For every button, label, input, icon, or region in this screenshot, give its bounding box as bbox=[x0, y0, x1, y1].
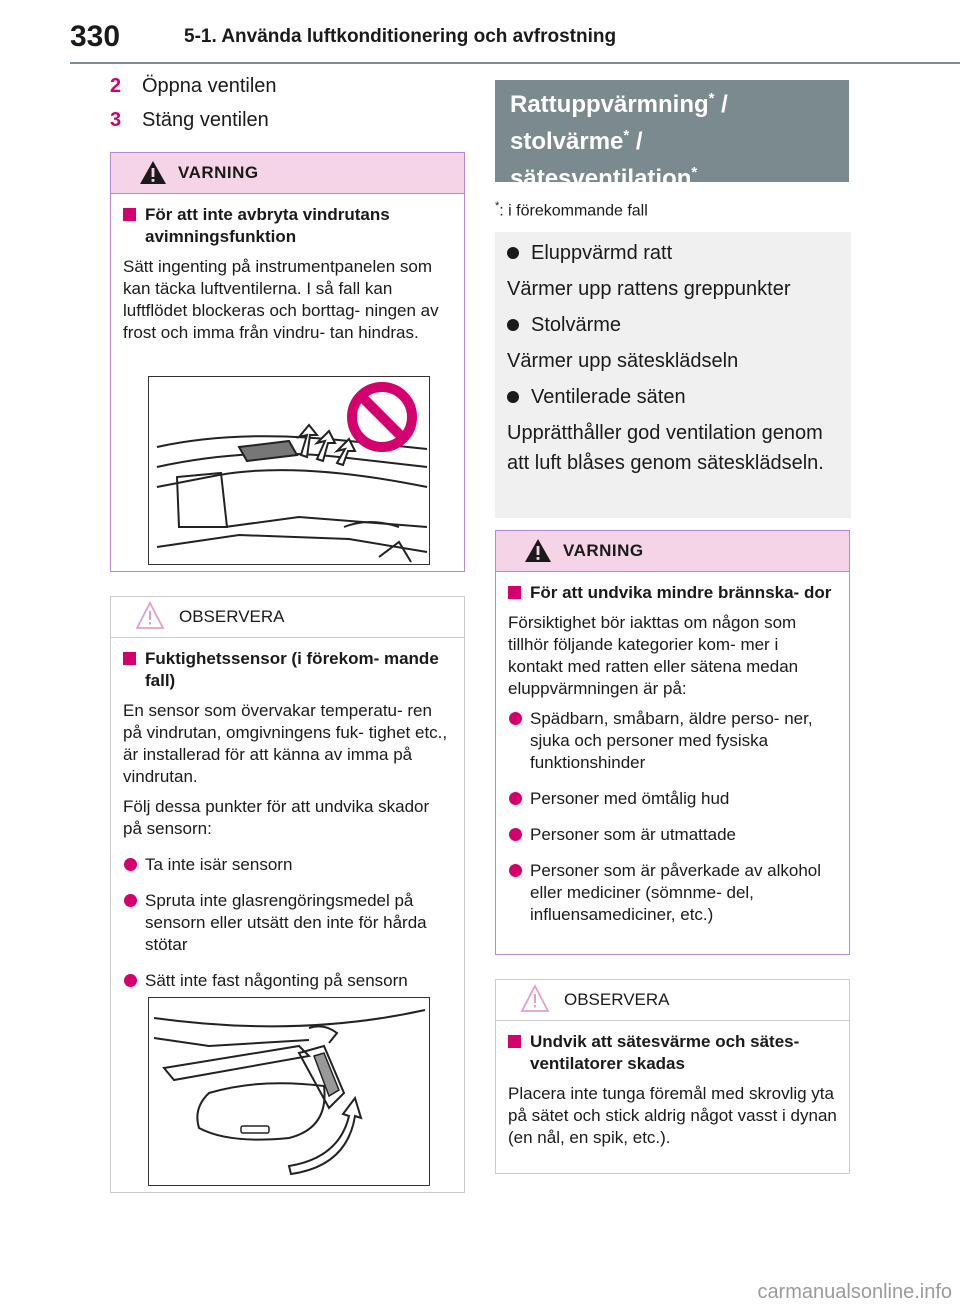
page-number: 330 bbox=[70, 20, 121, 53]
title-separator: / bbox=[714, 91, 728, 118]
notice-text: En sensor som övervakar temperatu- ren på vindrutan, omgivningens fuk- tighet etc., är installerad för att känna av imma på vindrutan. bbox=[123, 701, 448, 786]
footnote-marker: * bbox=[708, 90, 715, 107]
step-text: Stäng ventilen bbox=[142, 109, 269, 131]
warning-text: Försiktighet bör iakttas om någon som tillhör följande kategorier kom- mer i kontakt med ratten eller sätena medan eluppvärmningen är på: bbox=[508, 613, 799, 698]
dashboard-vent-illustration bbox=[148, 376, 430, 565]
feature-item-description: Upprätthåller god ventilation genom att luft blåses genom sätesklädseln. bbox=[507, 422, 824, 474]
list-item: Spädbarn, småbarn, äldre perso- ner, sjuka och personer med fysiska funktionshinder bbox=[508, 708, 837, 774]
warning-header bbox=[496, 531, 849, 572]
warning-label: VARNING bbox=[563, 541, 644, 560]
features-box bbox=[495, 232, 851, 518]
step-number: 3 bbox=[110, 109, 122, 131]
footnote-marker: * bbox=[623, 127, 630, 144]
watermark: carmanualsonline.info bbox=[757, 1281, 952, 1303]
notice-header bbox=[111, 597, 464, 638]
list-item: Personer som är påverkade av alkohol eller mediciner (sömnme- del, influensamediciner, etc.) bbox=[508, 860, 837, 926]
feature-item-description: Värmer upp sätesklädseln bbox=[507, 350, 739, 372]
title-line: stolvärme bbox=[510, 128, 624, 155]
warning-label: VARNING bbox=[178, 163, 259, 182]
list-item: Ta inte isär sensorn bbox=[123, 854, 452, 876]
feature-item-title: Stolvärme bbox=[507, 310, 837, 340]
list-item: Personer med ömtålig hud bbox=[508, 788, 837, 810]
warning-triangle-icon bbox=[139, 160, 167, 185]
title-separator: / bbox=[629, 128, 643, 155]
mirror-sensor-illustration bbox=[148, 997, 430, 1186]
notice-box-humidity-sensor bbox=[110, 596, 465, 1193]
list-item: Personer som är utmattade bbox=[508, 824, 837, 846]
notice-label: OBSERVERA bbox=[564, 990, 670, 1009]
warning-text: Sätt ingenting på instrumentpanelen som kan täcka luftventilerna. I så fall kan luftflödet blockeras och borttag- ningen av frost och imma från vindru- tan hindras. bbox=[123, 257, 439, 342]
footnote-marker: * bbox=[495, 200, 500, 212]
warning-heading: För att undvika mindre brännska- dor bbox=[508, 582, 837, 604]
notice-text: Följ dessa punkter för att undvika skador på sensorn: bbox=[123, 797, 430, 838]
list-item: Sätt inte fast någonting på sensorn bbox=[123, 970, 452, 992]
notice-heading: Fuktighetssensor (i förekom- mande fall) bbox=[123, 648, 452, 692]
warning-box-defrost bbox=[110, 152, 465, 572]
warning-header bbox=[111, 153, 464, 194]
step-number: 2 bbox=[110, 75, 122, 97]
title-line: Rattuppvärmning bbox=[510, 91, 709, 118]
caution-triangle-icon bbox=[520, 984, 550, 1014]
notice-header bbox=[496, 980, 849, 1021]
notice-box-seat-damage bbox=[495, 979, 850, 1174]
footnote bbox=[495, 200, 648, 220]
list-item: Spruta inte glasrengöringsmedel på sensorn eller utsätt den inte för hårda stötar bbox=[123, 890, 452, 956]
warning-box-burns bbox=[495, 530, 850, 955]
feature-item-description: Värmer upp rattens greppunkter bbox=[507, 278, 791, 300]
feature-item-title: Ventilerade säten bbox=[507, 382, 837, 412]
title-line: sätesventilation bbox=[510, 165, 692, 192]
footnote-text: : i förekommande fall bbox=[499, 202, 648, 220]
notice-heading: Undvik att sätesvärme och sätes- ventilatorer skadas bbox=[508, 1031, 837, 1075]
warning-triangle-icon bbox=[524, 538, 552, 563]
notice-text: Placera inte tunga föremål med skrovlig yta på sätet och stick aldrig något vasst i dynan (en nål, en spik, etc.). bbox=[508, 1084, 837, 1147]
header-rule bbox=[70, 62, 960, 64]
feature-item-title: Eluppvärmd ratt bbox=[507, 238, 837, 268]
step-2 bbox=[110, 75, 277, 98]
warning-heading: För att inte avbryta vindrutans avimningsfunktion bbox=[123, 204, 452, 248]
caution-triangle-icon bbox=[135, 601, 165, 631]
section-title: 5-1. Använda luftkonditionering och avfrostning bbox=[184, 26, 617, 47]
footnote-marker: * bbox=[691, 164, 698, 181]
step-text: Öppna ventilen bbox=[142, 75, 277, 97]
notice-label: OBSERVERA bbox=[179, 607, 285, 626]
step-3 bbox=[110, 109, 269, 132]
feature-title bbox=[495, 80, 849, 192]
